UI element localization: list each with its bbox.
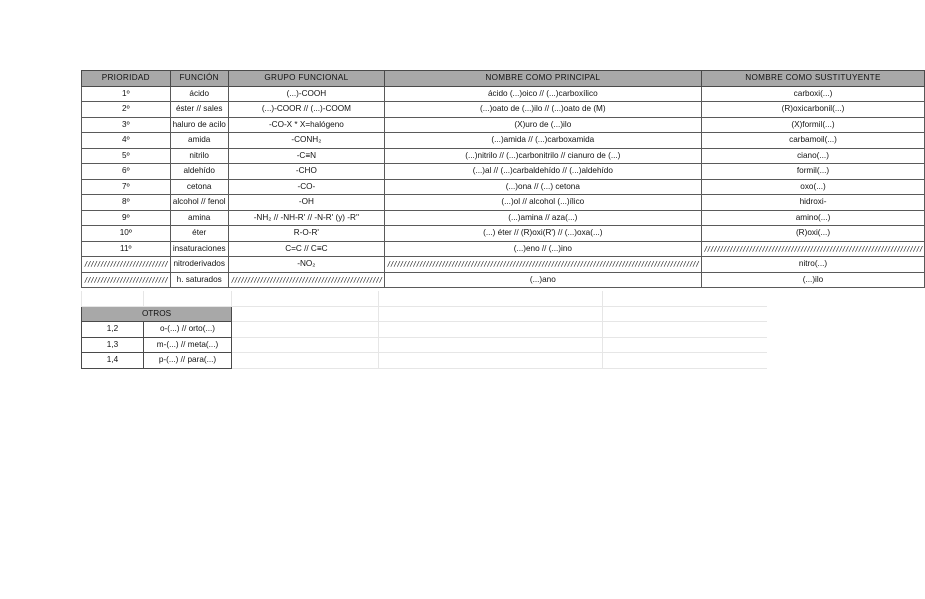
header-prioridad: PRIORIDAD [82,71,171,87]
cell-nombre-sustituyente: amino(...) [701,210,925,226]
cell-nombre-sustituyente: oxo(...) [701,179,925,195]
otros-row [82,337,767,353]
cell-nombre-principal: (...) éter // (R)oxi(R') // (...)oxa(...) [384,226,701,242]
otros-position: 1,4 [82,353,144,369]
cell-funcion: insaturaciones [170,241,228,257]
table-row [82,102,925,118]
cell-nombre-sustituyente: carbamoil(...) [701,133,925,149]
cell-nombre-principal: (...)amina // aza(...) [384,210,701,226]
cell-prioridad: 4º [82,133,171,149]
spreadsheet [81,70,925,369]
otros-name: p-(...) // para(...) [144,353,232,369]
cell-nombre-sustituyente: (R)oxi(...) [701,226,925,242]
header-nombre-principal: NOMBRE COMO PRINCIPAL [384,71,701,87]
cell-prioridad: 10º [82,226,171,242]
cell-nombre-sustituyente: formil(...) [701,164,925,180]
cell-grupo-funcional: -NH₂ // -NH-R' // -N-R' (y) -R'' [228,210,384,226]
cell-grupo-funcional: (...)-COOH [228,86,384,102]
cell-funcion: éter [170,226,228,242]
otros-row [82,322,767,338]
otros-position: 1,2 [82,322,144,338]
cell-nombre-sustituyente: //////////////////////////////////////////////////////////////////// [701,241,925,257]
cell-funcion: amina [170,210,228,226]
cell-nombre-sustituyente: carboxi(...) [701,86,925,102]
cell-prioridad: 2º [82,102,171,118]
table-row [82,164,925,180]
cell-nombre-principal: ///////////////////////////////////////////////////////////////////////////////////////////////// [384,257,701,273]
cell-nombre-principal: (...)amida // (...)carboxamida [384,133,701,149]
table-row [82,179,925,195]
cell-grupo-funcional: R-O-R' [228,226,384,242]
cell-nombre-sustituyente: (R)oxicarbonil(...) [701,102,925,118]
cell-nombre-principal: (...)eno // (...)ino [384,241,701,257]
cell-grupo-funcional: -OH [228,195,384,211]
cell-grupo-funcional: -CO- [228,179,384,195]
cell-prioridad: 1º [82,86,171,102]
cell-funcion: nitroderivados [170,257,228,273]
cell-nombre-principal: (...)oato de (...)ilo // (...)oato de (M) [384,102,701,118]
cell-prioridad: 3º [82,117,171,133]
cell-grupo-funcional: (...)-COOR // (...)-COOM [228,102,384,118]
functional-groups-table [81,70,925,288]
cell-funcion: alcohol // fenol [170,195,228,211]
cell-nombre-sustituyente: ciano(...) [701,148,925,164]
table-row [82,148,925,164]
table-row [82,210,925,226]
cell-funcion: h. saturados [170,272,228,288]
cell-grupo-funcional: -C≡N [228,148,384,164]
table-row [82,86,925,102]
cell-nombre-sustituyente: nitro(...) [701,257,925,273]
cell-prioridad: 11º [82,241,171,257]
cell-grupo-funcional: -CONH₂ [228,133,384,149]
cell-nombre-principal: ácido (...)oico // (...)carboxílico [384,86,701,102]
table-row [82,257,925,273]
cell-nombre-sustituyente: (X)formil(...) [701,117,925,133]
cell-prioridad: 8º [82,195,171,211]
header-funcion: FUNCIÓN [170,71,228,87]
cell-nombre-principal: (...)ol // alcohol (...)ílico [384,195,701,211]
cell-prioridad: 7º [82,179,171,195]
otros-title: OTROS [82,306,232,322]
otros-row [82,353,767,369]
table-row [82,241,925,257]
cell-funcion: nitrilo [170,148,228,164]
table-row [82,226,925,242]
cell-prioridad: ////////////////////////// [82,272,171,288]
table-row [82,117,925,133]
cell-funcion: aldehído [170,164,228,180]
cell-nombre-principal: (X)uro de (...)ilo [384,117,701,133]
cell-nombre-principal: (...)ano [384,272,701,288]
otros-name: m-(...) // meta(...) [144,337,232,353]
cell-prioridad: 6º [82,164,171,180]
otros-position: 1,3 [82,337,144,353]
cell-prioridad: 5º [82,148,171,164]
cell-nombre-principal: (...)nitrilo // (...)carbonitrilo // cianuro de (...) [384,148,701,164]
cell-nombre-principal: (...)al // (...)carbaldehído // (...)aldehído [384,164,701,180]
cell-nombre-principal: (...)ona // (...) cetona [384,179,701,195]
otros-name: o-(...) // orto(...) [144,322,232,338]
header-nombre-sustituyente: NOMBRE COMO SUSTITUYENTE [701,71,925,87]
cell-grupo-funcional: -NO₂ [228,257,384,273]
cell-grupo-funcional: -CO-X * X=halógeno [228,117,384,133]
cell-funcion: éster // sales [170,102,228,118]
cell-funcion: amida [170,133,228,149]
cell-funcion: haluro de acilo [170,117,228,133]
table-row [82,133,925,149]
header-row [82,71,925,87]
otros-table-wrapper [81,291,767,369]
cell-nombre-sustituyente: hidroxi- [701,195,925,211]
cell-grupo-funcional: C=C // C≡C [228,241,384,257]
cell-prioridad: 9º [82,210,171,226]
table-row [82,272,925,288]
header-grupo-funcional: GRUPO FUNCIONAL [228,71,384,87]
table-row [82,195,925,211]
cell-funcion: ácido [170,86,228,102]
cell-nombre-sustituyente: (...)ilo [701,272,925,288]
cell-grupo-funcional: /////////////////////////////////////////////// [228,272,384,288]
cell-grupo-funcional: -CHO [228,164,384,180]
cell-funcion: cetona [170,179,228,195]
cell-prioridad: ////////////////////////// [82,257,171,273]
